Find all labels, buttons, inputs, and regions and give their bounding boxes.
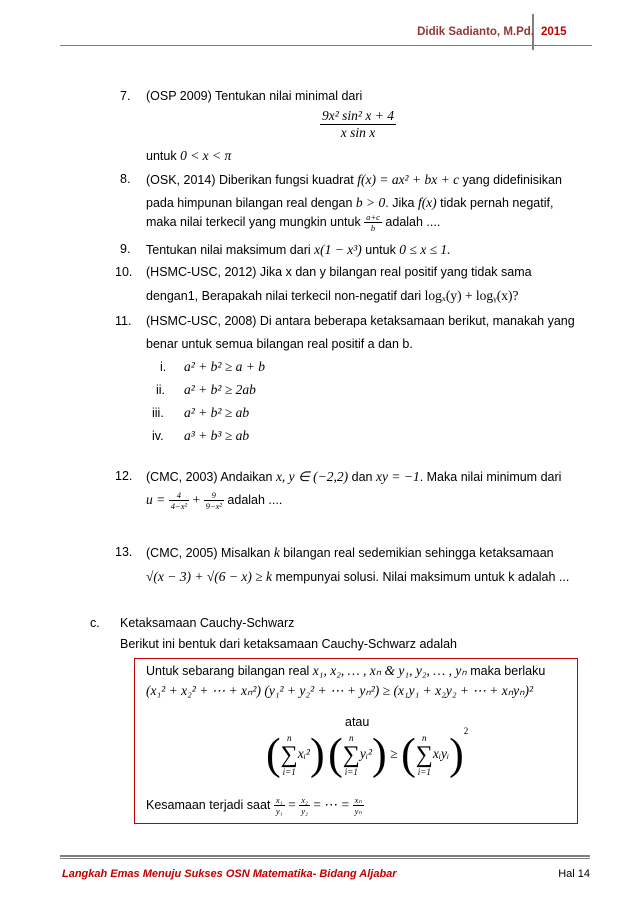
sum-term-3: xᵢyᵢ: [432, 746, 450, 761]
problem-11-number: 11.: [115, 314, 132, 328]
problem-10-text: dengan1, Berapakah nilai terkecil non-negatif dari: [146, 289, 425, 303]
sum-3: [416, 733, 433, 777]
problem-8-text-6: adalah ....: [381, 214, 441, 229]
sum-2: [343, 733, 360, 777]
problem-11-line-1: (HSMC-USC, 2008) Di antara beberapa ketaksamaan berikut, manakah yang: [146, 314, 575, 328]
problem-12-product: xy = −1: [375, 469, 420, 484]
box-line-1: [146, 663, 545, 679]
box-text-2: maka berlaku: [466, 664, 546, 678]
problem-11-item-expr: a² + b² ≥ ab: [184, 405, 250, 420]
problem-12-text-4: adalah ....: [223, 492, 283, 507]
sum-form: [266, 726, 468, 777]
problem-8-condition: b > 0: [355, 195, 386, 210]
problem-7-condition-label: untuk: [146, 149, 181, 163]
problem-8-line-1: [146, 172, 562, 188]
problem-12-text-2: dan: [348, 470, 376, 484]
eq-frac2-num: x₂: [301, 795, 308, 805]
footer-page-number: Hal 14: [558, 868, 590, 880]
right-paren-1: ): [309, 729, 325, 779]
eq-sign: =: [313, 796, 322, 812]
eq-frac1-den: y₁: [275, 806, 283, 816]
problem-13-k: k: [273, 545, 280, 560]
problem-11-item-label: ii.: [156, 383, 166, 397]
box-text: Untuk sebarang bilangan real: [146, 664, 313, 678]
sum-upper: n: [422, 732, 427, 743]
problem-9-expression: x(1 − x³): [314, 242, 362, 257]
problem-7-numerator: 9x² sin² x + 4: [322, 108, 394, 123]
problem-9-text-2: untuk: [361, 243, 400, 257]
problem-10-expression: logₓ(y) + logᵧ(x): [424, 288, 513, 303]
problem-11-item-expr: a² + b² ≥ a + b: [184, 359, 265, 374]
problem-7-denominator: x sin x: [340, 125, 376, 140]
eq-sign: =: [341, 796, 350, 812]
problem-13-inequality: √(x − 3) + √(6 − x) ≥ k: [146, 569, 273, 584]
problem-10-line-2: [146, 288, 519, 304]
box-atau: atau: [345, 715, 370, 729]
problem-8-frac-num: a+c: [366, 212, 380, 222]
problem-12-line-2: [146, 490, 282, 511]
problem-9-number: 9.: [120, 242, 131, 256]
problem-8-number: 8.: [120, 172, 131, 186]
problem-10-number: 10.: [115, 265, 133, 279]
problem-8-line-3: [146, 212, 440, 233]
problem-9-line: [146, 242, 450, 258]
right-paren-2: ): [372, 729, 387, 779]
problem-13-text: (CMC, 2005) Misalkan: [146, 546, 274, 560]
right-paren-3: ): [449, 729, 464, 779]
problem-11-item-label: iv.: [152, 429, 164, 443]
problem-12-domain: x, y ∈ (−2,2): [275, 469, 349, 484]
eq-frac1-num: x₁: [275, 795, 283, 805]
sum-upper: n: [349, 732, 354, 743]
eq-frac2-den: y₂: [301, 806, 308, 816]
problem-12-number: 12.: [115, 469, 133, 483]
header-author: Didik Sadianto, M.Pd.: [417, 26, 534, 38]
header-rule: [60, 45, 592, 46]
sigma-icon: ∑: [415, 741, 433, 768]
sum-term-2: yᵢ²: [359, 746, 373, 761]
left-paren-1: (: [266, 729, 281, 779]
problem-7-number: 7.: [120, 89, 131, 103]
problem-8-function: f(x) = ax² + bx + c: [357, 172, 460, 187]
problem-13-line-1: [146, 545, 554, 561]
eq-sign: =: [288, 796, 296, 812]
problem-9-text: Tentukan nilai maksimum dari: [146, 243, 315, 257]
problem-12-frac2-num: 9: [204, 490, 224, 501]
sum-term-1: xᵢ²: [297, 746, 310, 761]
problem-7-text: (OSP 2009) Tentukan nilai minimal dari: [146, 89, 363, 103]
problem-8-text-4: tidak pernah negatif,: [436, 196, 554, 210]
problem-8-text-5: maka nilai terkecil yang mungkin untuk: [146, 214, 365, 229]
sum-1: [281, 733, 298, 777]
left-paren-2: (: [328, 729, 343, 779]
problem-10-line-1: (HSMC-USC, 2012) Jika x dan y bilangan real positif yang tidak sama: [146, 265, 532, 279]
sum-lower: i=1: [282, 766, 296, 777]
geq-sign: ≥: [390, 746, 398, 761]
problem-9-domain: 0 ≤ x ≤ 1.: [399, 242, 451, 257]
problem-10-question-mark: ?: [512, 288, 519, 303]
problem-11-item-expr: a³ + b³ ≥ ab: [184, 428, 250, 443]
problem-11-item-expr: a² + b² ≥ 2ab: [184, 382, 256, 397]
problem-11-item-label: i.: [160, 360, 167, 374]
problem-11-item-label: iii.: [152, 406, 164, 420]
problem-12-frac1-num: 4: [169, 490, 189, 501]
problem-12-text: (CMC, 2003) Andaikan: [146, 470, 276, 484]
problem-13-text-3: mempunyai solusi. Nilai maksimum untuk k adalah ...: [272, 570, 570, 584]
section-c-intro: Berikut ini bentuk dari ketaksamaan Cauchy-Schwarz adalah: [120, 637, 457, 651]
problem-8-text-end: yang didefinisikan: [459, 173, 562, 187]
problem-13-text-2: bilangan real sedemikian sehingga ketaksamaan: [279, 546, 554, 560]
problem-7-expression: [320, 108, 396, 141]
box-equality-line: [146, 795, 364, 816]
eq-dots: ⋯: [324, 796, 339, 812]
sum-upper: n: [286, 732, 292, 743]
problem-8-frac-den: b: [370, 223, 376, 233]
header-year: 2015: [541, 26, 567, 38]
eq-frac3-num: xₙ: [354, 795, 362, 805]
problem-8-text-3: . Jika: [385, 196, 418, 210]
problem-7-condition-math: 0 < x < π: [180, 148, 232, 163]
problem-12-plus: +: [192, 491, 201, 507]
eq-frac3-den: yₙ: [354, 806, 362, 816]
problem-12-u: u =: [146, 491, 166, 507]
box-inequality: (x₁² + x₂² + ⋯ + xₙ²) (y₁² + y₂² + ⋯ + yₙ²) ≥ (x₁y₁ + x₂y₂ + ⋯ + xₙyₙ)²: [146, 683, 534, 698]
problem-7-condition: [146, 148, 231, 164]
sum-lower: i=1: [344, 766, 358, 777]
problem-12-frac2-den: 9−x²: [205, 501, 222, 511]
box-variables: x₁, x₂, … , xₙ & y₁, y₂, … , yₙ: [312, 663, 467, 678]
left-paren-3: (: [401, 729, 416, 779]
problem-11-line-2: benar untuk semua bilangan real positif a dan b.: [146, 337, 413, 351]
sigma-icon: ∑: [280, 741, 298, 768]
sum-lower: i=1: [417, 766, 431, 777]
footer-rule-thin: [60, 858, 590, 859]
problem-8-text-2: pada himpunan bilangan real dengan: [146, 196, 356, 210]
section-c-label: c.: [90, 616, 100, 630]
problem-12-text-3: . Maka nilai minimum dari: [419, 470, 562, 484]
sigma-icon: ∑: [342, 741, 360, 768]
problem-12-line-1: [146, 469, 561, 485]
problem-12-frac1-den: 4−x²: [170, 501, 188, 511]
square-exponent: 2: [463, 726, 469, 736]
footer-title: Langkah Emas Menuju Sukses OSN Matematika- Bidang Aljabar: [62, 868, 397, 880]
section-c-title: Ketaksamaan Cauchy-Schwarz: [120, 616, 295, 630]
problem-8-fx: f(x): [417, 195, 437, 210]
equality-text: Kesamaan terjadi saat: [146, 797, 274, 812]
footer-rule: [60, 855, 590, 857]
problem-13-number: 13.: [115, 545, 133, 559]
problem-8-line-2: [146, 195, 553, 211]
problem-13-line-2: [146, 569, 569, 585]
problem-8-text: (OSK, 2014) Diberikan fungsi kuadrat: [146, 173, 358, 187]
